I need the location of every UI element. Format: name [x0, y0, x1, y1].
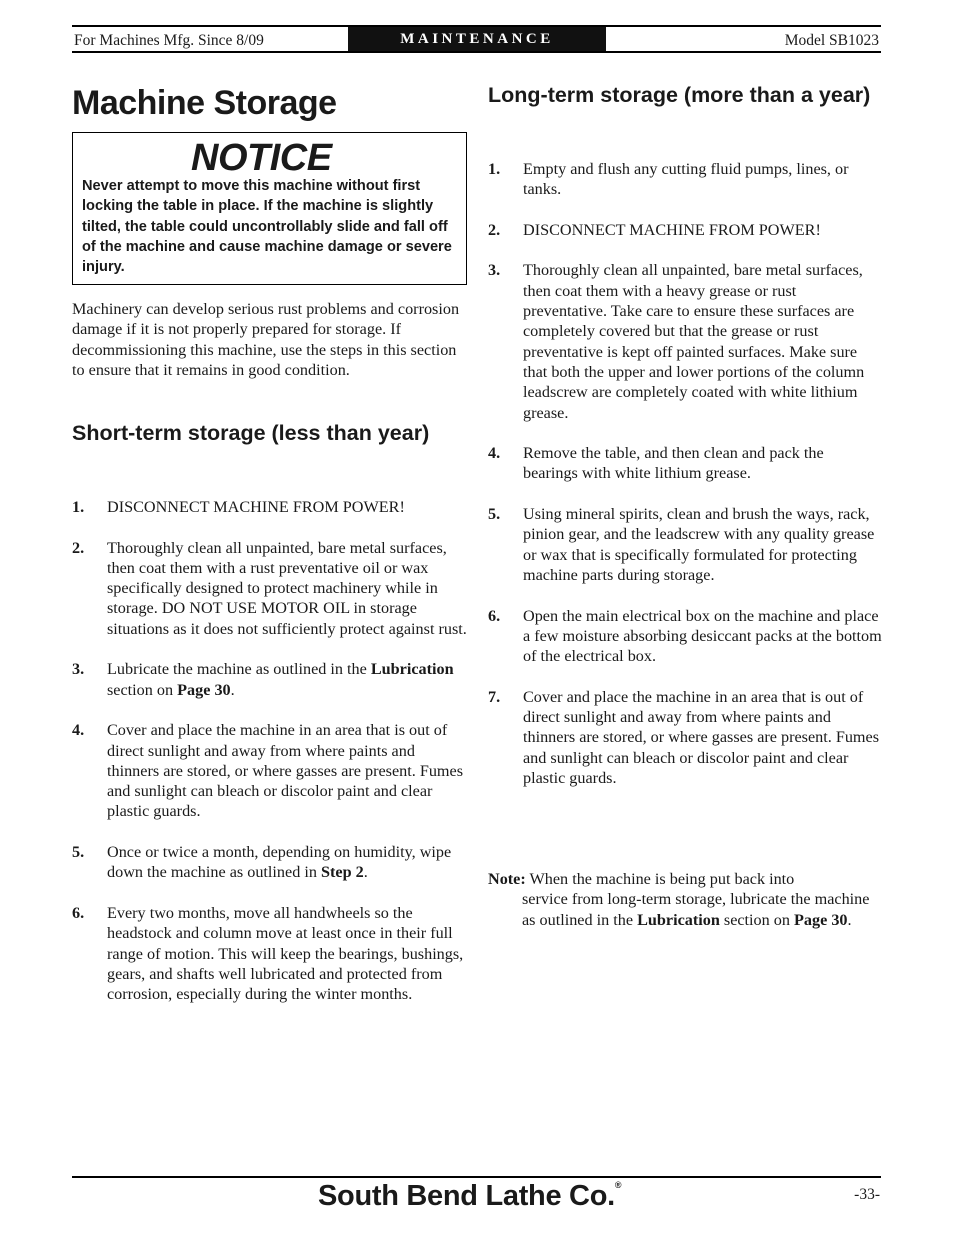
- step-text: Every two months, move all handwheels so the headstock and column move at least once in their full range of motion. This will keep the bearings, bushings, gears, and shafts well lubricated and protected from corrosion, especially during the winter months.: [107, 903, 464, 1004]
- step-text-mid: section on: [107, 680, 178, 699]
- step-number: 5.: [72, 843, 85, 862]
- step-number: 1.: [72, 498, 85, 516]
- step-reference: Step 2: [321, 863, 364, 882]
- step-number: 3.: [72, 660, 85, 679]
- page-reference: Page 30: [794, 910, 848, 929]
- notice-label: NOTICE: [191, 137, 332, 179]
- step-text: Thoroughly clean all unpainted, bare metal surfaces, then coat them with a rust preventative oil or wax specifically designed to protect machinery while in storage. DO NOT USE MOTOR OIL in storage situations as it does not sufficiently protect against rust.: [107, 538, 467, 638]
- list-item: [488, 504, 882, 585]
- step-number: 3.: [488, 261, 501, 280]
- step-text: Cover and place the machine in an area that is out of direct sunlight and away from where paints and thinners are stored, or where gasses are present. Fumes and sunlight can bleach or discolor paint and clear plastic guards.: [107, 721, 464, 821]
- step-number: 7.: [488, 687, 501, 706]
- lubrication-reference: Lubrication: [637, 910, 720, 929]
- page-header: [72, 25, 881, 53]
- step-number: 4.: [488, 444, 501, 463]
- step-number: 2.: [488, 220, 501, 239]
- notice-box: [72, 132, 467, 285]
- list-item: [72, 659, 467, 700]
- step-text: Thoroughly clean all unpainted, bare metal surfaces, then coat them with a heavy grease or rust preventative. Take care to ensure these surfaces are completely covered but that the grease or rust preventative is kept off painted surfaces. Make sure that both the upper and lower portions of the column leadscrew are completely coated with white lithium grease.: [523, 261, 865, 422]
- step-text-post: .: [363, 863, 368, 882]
- list-item: [488, 260, 882, 422]
- note-label: Note:: [488, 870, 526, 888]
- step-number: 1.: [488, 160, 501, 178]
- page-title: Machine Storage: [72, 84, 337, 122]
- step-text: DISCONNECT MACHINE FROM POWER!: [523, 220, 821, 239]
- page-number: -33-: [854, 1186, 880, 1203]
- list-item: [72, 497, 467, 517]
- long-term-heading: Long-term storage (more than a year): [488, 83, 871, 107]
- step-text: Cover and place the machine in an area that is out of direct sunlight and away from where paints and thinners are stored, or where gasses are present. Fumes and sunlight can bleach or discolor paint and clear plastic guards.: [523, 687, 880, 787]
- registered-mark: ®: [614, 1180, 622, 1191]
- list-item: [488, 443, 882, 484]
- step-number: 5.: [488, 505, 501, 524]
- note-text-mid: section on: [719, 910, 795, 929]
- brand-name: South Bend Lathe Co.: [318, 1180, 615, 1212]
- list-item: [488, 606, 882, 667]
- list-item: [72, 842, 467, 883]
- step-text: Open the main electrical box on the machine and place a few moisture absorbing desiccant packs at the bottom of the electrical box.: [523, 606, 882, 666]
- list-item: [72, 903, 467, 1004]
- step-text: Remove the table, and then clean and pack the bearings with white lithium grease.: [523, 444, 824, 483]
- intro-paragraph: Machinery can develop serious rust problems and corrosion damage if it is not properly prepared for storage. If decommissioning this machine, use the steps in this section to ensure that it remains in good condition.: [72, 300, 460, 379]
- long-term-steps: [488, 159, 882, 809]
- note-first-line: [488, 869, 882, 889]
- list-item: [72, 720, 467, 821]
- notice-text: Never attempt to move this machine without first locking the table in place. If the machine is slightly tilted, the table could uncontrollably slide and fall off of the machine and cause machine damage or severe injury.: [82, 178, 452, 276]
- step-number: 4.: [72, 721, 85, 740]
- step-text-post: .: [230, 680, 235, 699]
- list-item: [488, 159, 882, 200]
- note-text-pre: service from long-term storage, lubricate the machine as outlined in the: [522, 890, 870, 929]
- lubrication-reference: Lubrication: [370, 660, 454, 679]
- list-item: [488, 687, 882, 788]
- note-text-post: .: [847, 910, 852, 929]
- step-text: Empty and flush any cutting fluid pumps, lines, or tanks.: [523, 160, 849, 199]
- step-text: Using mineral spirits, clean and brush the ways, rack, pinion gear, and the leadscrew with any quality grease or wax that is specifically formulated for protecting machine parts during storage.: [523, 505, 875, 584]
- short-term-heading: Short-term storage (less than year): [72, 421, 430, 445]
- brand-logo: [318, 1180, 621, 1213]
- header-model-text: Model SB1023: [784, 32, 879, 49]
- note-body: [488, 889, 882, 930]
- footer-rule: [72, 1176, 881, 1178]
- short-term-steps: [72, 497, 467, 1025]
- step-number: 6.: [72, 903, 85, 922]
- step-text-pre: Once or twice a month, depending on humidity, wipe down the machine as outlined in: [107, 843, 452, 882]
- header-left-text: For Machines Mfg. Since 8/09: [74, 32, 264, 49]
- step-number: 2.: [72, 538, 85, 557]
- note-text-line1: When the machine is being put back into: [525, 870, 795, 888]
- step-text-pre: Lubricate the machine as outlined in the: [107, 660, 371, 679]
- step-number: 6.: [488, 606, 501, 625]
- section-banner: MAINTENANCE: [348, 27, 606, 51]
- storage-note: [488, 869, 882, 930]
- step-text: DISCONNECT MACHINE FROM POWER!: [107, 498, 405, 516]
- list-item: [72, 538, 467, 639]
- list-item: [488, 220, 882, 240]
- page-reference: Page 30: [177, 680, 231, 699]
